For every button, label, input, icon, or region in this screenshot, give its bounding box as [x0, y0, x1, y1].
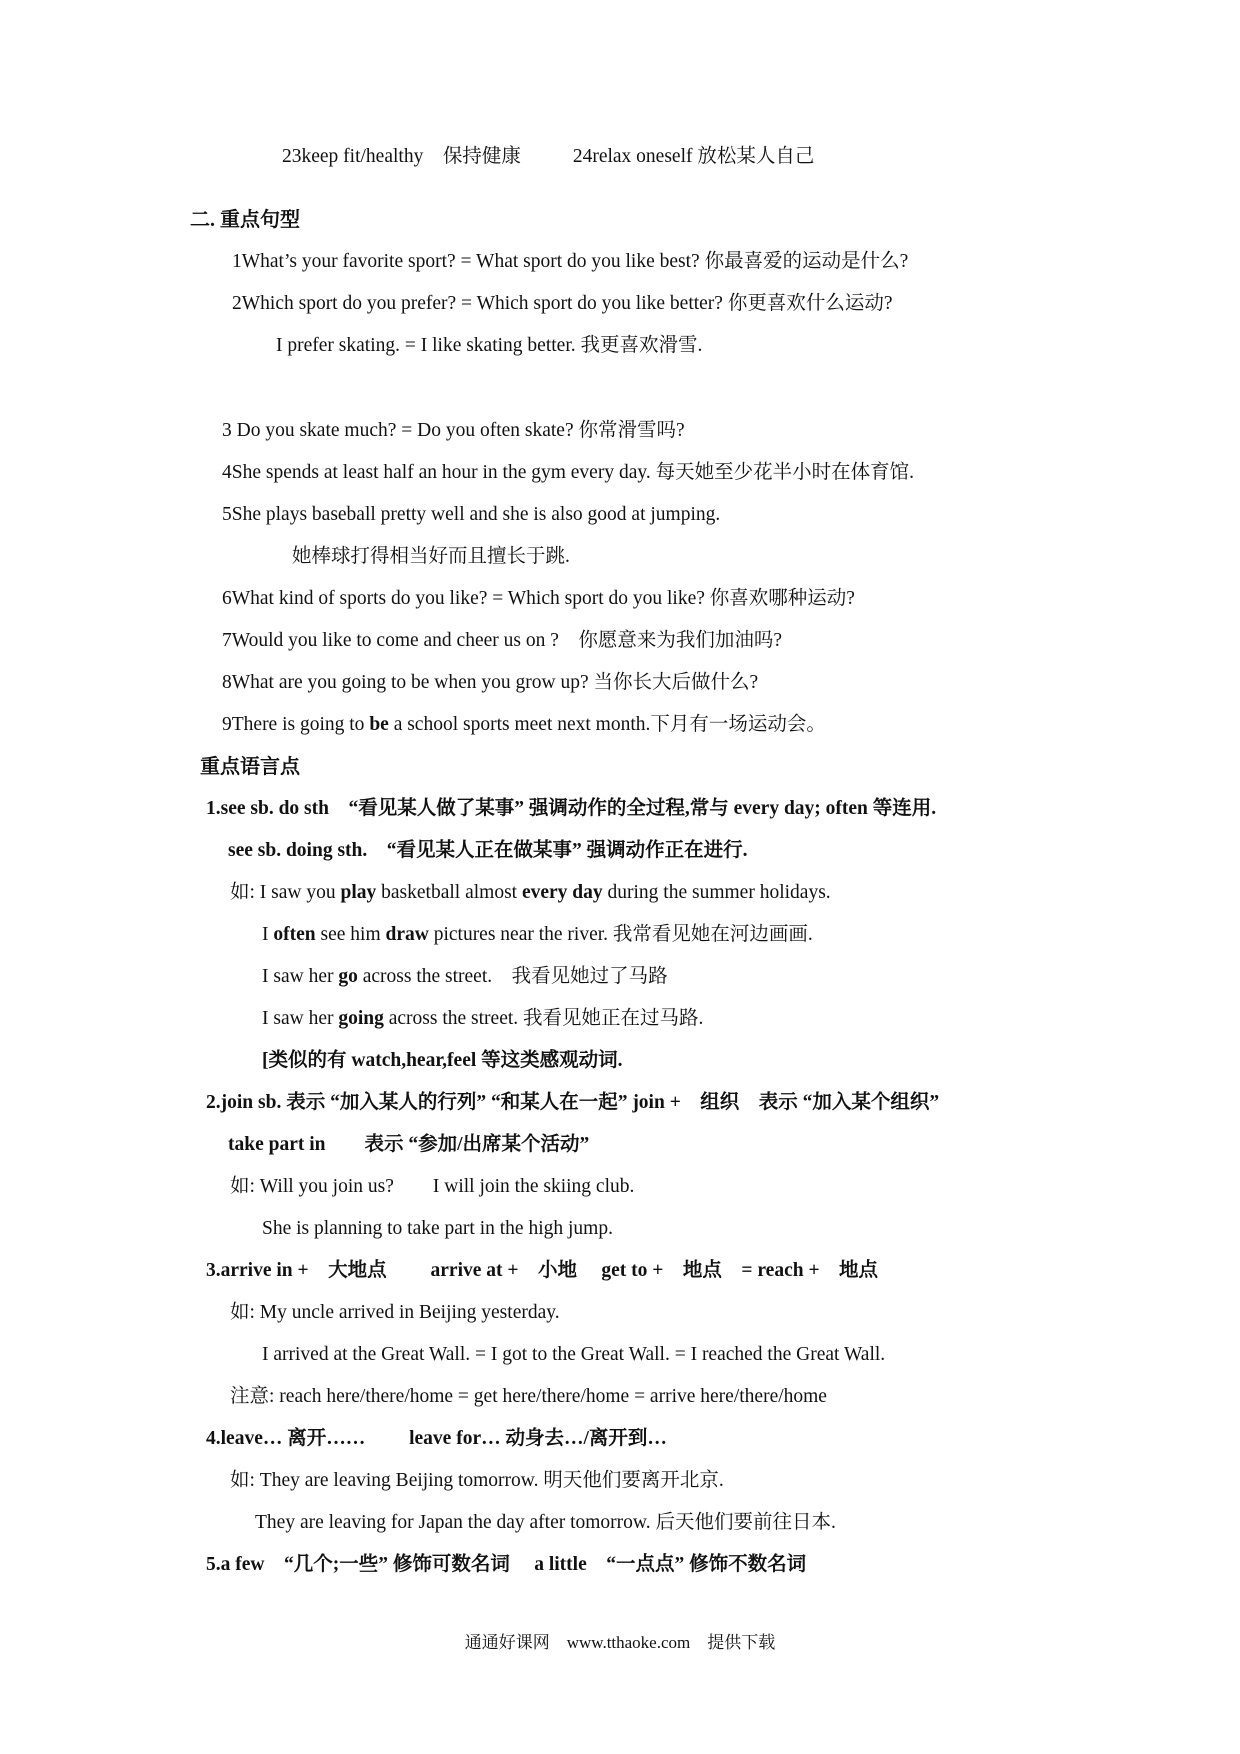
point-2-example-1: 如: Will you join us? I will join the skiing club.: [230, 1176, 635, 1197]
point-5-title: 5.a few “几个;一些” 修饰可数名词 a little “一点点” 修饰不数名词: [206, 1554, 807, 1575]
point-4-example-1: 如: They are leaving Beijing tomorrow. 明天他们要离开北京.: [230, 1470, 724, 1491]
point-2-example-2: She is planning to take part in the high jump.: [262, 1218, 613, 1239]
sentence-9-emphasis: be: [369, 714, 389, 735]
sentence-9: [222, 712, 826, 738]
point-1-example-3: [262, 964, 668, 990]
point-3-example-2: I arrived at the Great Wall. = I got to the Great Wall. = I reached the Great Wall.: [262, 1344, 886, 1365]
point-2-subtitle: take part in 表示 “参加/出席某个活动”: [228, 1134, 590, 1155]
text-run: across the street. 我看见她正在过马路.: [383, 1008, 704, 1029]
point-3-note: 注意: reach here/there/home = get here/there/home = arrive here/there/home: [230, 1386, 827, 1407]
section-heading-sentences: 二. 重点句型: [190, 209, 300, 231]
text-run: basketball almost: [376, 882, 522, 903]
sentence-5: 5She plays baseball pretty well and she is also good at jumping.: [222, 504, 721, 525]
point-4-example-2: They are leaving for Japan the day after tomorrow. 后天他们要前往日本.: [255, 1512, 836, 1533]
sentence-2-answer: I prefer skating. = I like skating better. 我更喜欢滑雪.: [276, 335, 703, 356]
sentence-2: 2Which sport do you prefer? = Which sport do you like better? 你更喜欢什么运动?: [232, 293, 893, 314]
vocab-line: [282, 144, 814, 170]
point-1-example-4: [262, 1006, 703, 1032]
sentence-9-part-c: a school sports meet next month.下月有一场运动会。: [388, 714, 826, 735]
bold-run: going: [338, 1008, 384, 1029]
vocab-item-23: 23keep fit/healthy 保持健康: [282, 146, 521, 167]
section-heading-language-points: 重点语言点: [200, 756, 300, 778]
text-run: during the summer holidays.: [602, 882, 831, 903]
page-footer: 通通好课网 www.tthaoke.com 提供下载: [464, 1633, 776, 1652]
point-1-example-1: [230, 880, 831, 906]
text-run: I saw her: [262, 966, 339, 987]
point-1-note: [类似的有 watch,hear,feel 等这类感观动词.: [262, 1050, 623, 1071]
point-2-title: 2.join sb. 表示 “加入某人的行列” “和某人在一起” join + 组织 表示 “加入某个组织”: [206, 1092, 940, 1113]
text-run: I saw her: [262, 1008, 339, 1029]
sentence-9-part-a: 9There is going to: [222, 714, 370, 735]
bold-run: often: [273, 924, 316, 945]
point-3-example-1: 如: My uncle arrived in Beijing yesterday.: [230, 1302, 560, 1323]
sentence-4: 4She spends at least half an hour in the gym every day. 每天她至少花半小时在体育馆.: [222, 462, 914, 483]
text-run: 如: I saw you: [230, 882, 341, 903]
point-3-title: 3.arrive in + 大地点 arrive at + 小地 get to + 地点 = reach + 地点: [206, 1260, 879, 1281]
bold-run: draw: [385, 924, 429, 945]
sentence-1: 1What’s your favorite sport? = What sport do you like best? 你最喜爱的运动是什么?: [232, 251, 909, 272]
text-run: I: [262, 924, 274, 945]
point-4-title: 4.leave… 离开…… leave for… 动身去…/离开到…: [206, 1428, 667, 1449]
sentence-5-translation: 她棒球打得相当好而且擅长于跳.: [292, 546, 570, 567]
bold-run: every day: [521, 882, 603, 903]
bold-run: play: [340, 882, 377, 903]
point-1-subtitle: see sb. doing sth. “看见某人正在做某事” 强调动作正在进行.: [228, 840, 748, 861]
point-1-example-2: [262, 922, 813, 948]
text-run: across the street. 我看见她过了马路: [357, 966, 668, 987]
sentence-6: 6What kind of sports do you like? = Which sport do you like? 你喜欢哪种运动?: [222, 588, 855, 609]
point-1-title: 1.see sb. do sth “看见某人做了某事” 强调动作的全过程,常与 every day; often 等连用.: [206, 798, 937, 819]
vocab-item-24: 24relax oneself 放松某人自己: [572, 146, 815, 167]
sentence-7: 7Would you like to come and cheer us on ? 你愿意来为我们加油吗?: [222, 630, 783, 651]
sentence-8: 8What are you going to be when you grow up? 当你长大后做什么?: [222, 672, 759, 693]
text-run: see him: [315, 924, 386, 945]
text-run: pictures near the river. 我常看见她在河边画画.: [428, 924, 813, 945]
bold-run: go: [338, 966, 358, 987]
sentence-3: 3 Do you skate much? = Do you often skate? 你常滑雪吗?: [222, 420, 685, 441]
